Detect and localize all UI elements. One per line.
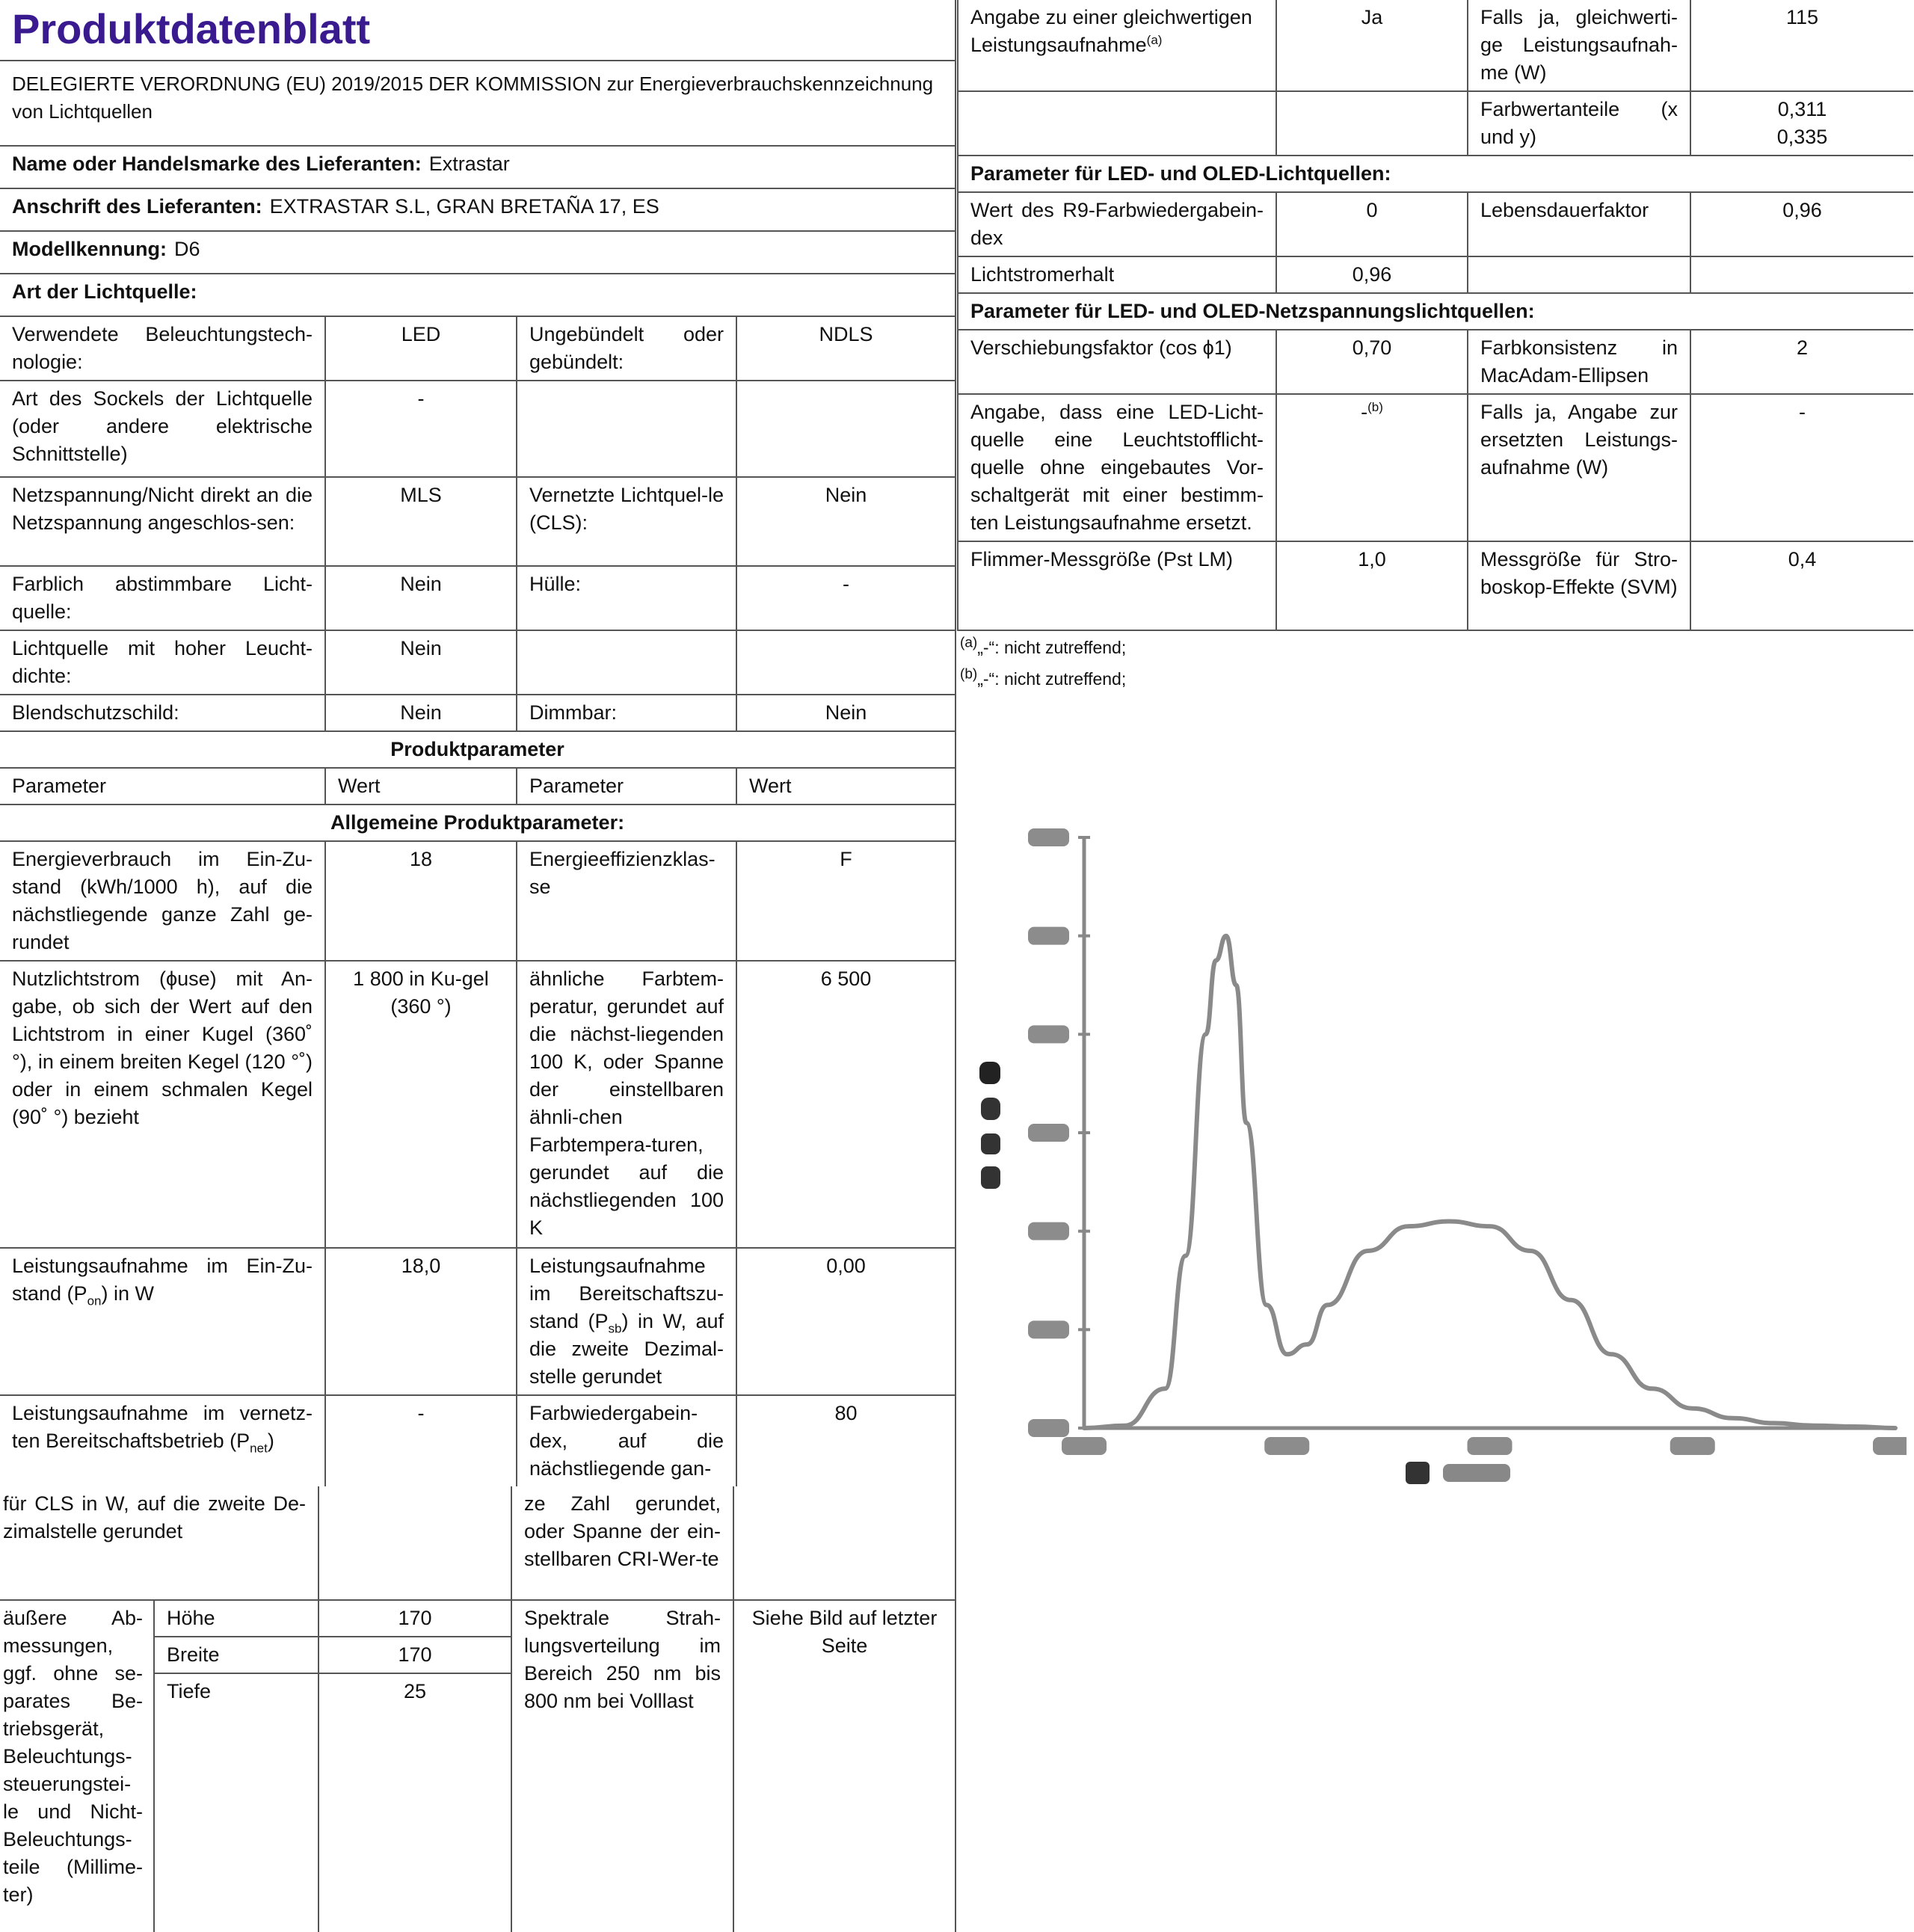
table-row — [0, 381, 956, 477]
width-value: 170 — [319, 1637, 511, 1673]
type-value-2: Nein — [736, 695, 956, 731]
supplier-address-value: EXTRASTAR S.L, GRAN BRETAÑA 17, ES — [269, 195, 659, 218]
table-row — [0, 1600, 956, 1637]
type-param-1: Verwendete Beleuchtungstech-nologie: — [0, 316, 325, 381]
mains-parameters-heading: Parameter für LED- und OLED-Netzspannungslichtquellen: — [958, 293, 1913, 330]
spectrum-label: Spektrale Strah-lungsverteilung im Bereich 250 nm bis 800 nm bei Volllast — [511, 1600, 733, 1932]
power-networked-value: - — [325, 1395, 517, 1486]
type-param-1: Blendschutzschild: — [0, 695, 325, 731]
supplier-name-row — [0, 146, 956, 188]
footnotes — [957, 631, 1913, 695]
legend-blob — [981, 1098, 1000, 1120]
type-value-2 — [736, 630, 956, 695]
model-label: Modellkennung: — [12, 238, 167, 260]
luminous-flux-label: Nutzlichtstrom (ϕuse) mit An-gabe, ob sich der Wert auf den Lichtstrom in einer Kugel (360˚ °), in einem breiten Kegel (120 °˚) oder in einem schmalen Kegel (90˚ °) bezieht — [0, 961, 325, 1248]
type-value-2: NDLS — [736, 316, 956, 381]
type-param-1: Art des Sockels der Lichtquelle (oder andere elektrische Schnittstelle) — [0, 381, 325, 477]
chromaticity-x: 0,311 — [1777, 98, 1827, 120]
table-row — [0, 1248, 956, 1395]
table-row — [0, 841, 956, 961]
column-header-parameter: Parameter — [517, 768, 736, 805]
y-tick-label — [1028, 927, 1069, 945]
type-value-2: Nein — [736, 477, 956, 566]
stroboscopic-metric-label: Messgröße für Stro-boskop-Effekte (SVM) — [1468, 541, 1690, 630]
power-on-label: Leistungsaufnahme im Ein-Zu-stand $(P_{on})$ in W — [0, 1248, 325, 1395]
table-row — [958, 394, 1913, 541]
fluorescent-replacement-value: -$^{(b)}$ — [1276, 394, 1468, 541]
survival-factor-label: Lebensdauerfaktor — [1468, 192, 1690, 256]
height-value: 170 — [319, 1600, 511, 1637]
table-row — [0, 1486, 956, 1600]
product-parameters-heading: Produktparameter — [0, 731, 956, 768]
equivalent-power-label: Angabe zu einer gleichwertigen Leistungsaufnahme$^{(a)}$ — [958, 0, 1276, 91]
power-standby-value: 0,00 — [736, 1248, 956, 1395]
light-source-type-heading: Art der Lichtquelle: — [0, 274, 956, 316]
height-label: Höhe — [154, 1600, 319, 1637]
table-row — [0, 695, 956, 731]
type-value-1: MLS — [325, 477, 517, 566]
type-param-2 — [517, 381, 736, 477]
table-row — [958, 541, 1913, 630]
power-networked-label-continued: für CLS in W, auf die zweite De-zimalstelle gerundet — [0, 1486, 319, 1600]
type-param-2: Ungebündelt oder gebündelt: — [517, 316, 736, 381]
y-tick-label — [1028, 1419, 1069, 1437]
type-value-1: Nein — [325, 566, 517, 630]
stroboscopic-metric-value: 0,4 — [1690, 541, 1913, 630]
supplier-name-value: Extrastar — [428, 153, 510, 175]
survival-factor-value: 0,96 — [1690, 192, 1913, 256]
chart-axes — [1084, 837, 1895, 1428]
column-header-parameter: Parameter — [0, 768, 325, 805]
y-tick-label — [1028, 1124, 1069, 1142]
y-tick-label — [1028, 1222, 1069, 1240]
datasheet-continuation-table — [0, 1486, 956, 1932]
right-column — [957, 0, 1913, 695]
power-standby-label: Leistungsaufnahme im Bereitschaftszu-stand $(P_{sb})$ in W, auf die zweite Dezimal-stelle gerundet — [517, 1248, 736, 1395]
led-parameters-heading: Parameter für LED- und OLED-Lichtquellen: — [958, 156, 1913, 192]
legend-blob — [981, 1133, 1000, 1154]
cri-label: Farbwiedergabein-dex, auf die nächstliegende gan- — [517, 1395, 736, 1486]
type-param-2 — [517, 630, 736, 695]
color-temperature-label: ähnliche Farbtem-peratur, gerundet auf die nächst-liegenden 100 K, oder Spanne der einstellbaren ähnli-chen Farbtempera-turen, gerundet auf die nächstliegenden 100 K — [517, 961, 736, 1248]
table-row — [0, 1395, 956, 1486]
color-consistency-label: Farbkonsistenz in MacAdam-Ellipsen — [1468, 330, 1690, 394]
footnote-b: $^{(b)}$„-“: nicht zutreffend; — [960, 666, 1127, 689]
energy-class-label: Energieeffizienzklas-se — [517, 841, 736, 961]
table-row — [958, 256, 1913, 293]
spectrum-value: Siehe Bild auf letzter Seite — [733, 1600, 956, 1932]
x-tick-label — [1670, 1437, 1715, 1455]
table-header-row — [0, 768, 956, 805]
type-value-1: Nein — [325, 630, 517, 695]
y-tick-label — [1028, 828, 1069, 846]
r9-value: 0 — [1276, 192, 1468, 256]
fluorescent-replacement-label: Angabe, dass eine LED-Licht-quelle eine Leuchtstofflicht-quelle ohne eingebautes Vor-schaltgerät mit einer bestimm-ten Leistungsaufnahme ersetzt. — [958, 394, 1276, 541]
table-row — [0, 566, 956, 630]
type-param-2: Dimmbar: — [517, 695, 736, 731]
equivalent-power-indicator: Ja — [1276, 0, 1468, 91]
regulation-text: DELEGIERTE VERORDNUNG (EU) 2019/2015 DER KOMMISSION zur Energieverbrauchskennzeichnung von Lichtquellen — [0, 61, 956, 146]
page-title: Produktdatenblatt — [0, 0, 956, 61]
depth-label: Tiefe — [154, 1673, 319, 1709]
table-row — [958, 0, 1913, 91]
footnote-a: $^{(a)}$„-“: nicht zutreffend; — [960, 635, 1127, 657]
color-temperature-value: 6 500 — [736, 961, 956, 1248]
color-consistency-value: 2 — [1690, 330, 1913, 394]
type-param-1: Farblich abstimmbare Licht-quelle: — [0, 566, 325, 630]
width-label: Breite — [154, 1637, 319, 1673]
spectral-distribution-chart — [964, 822, 1907, 1495]
datasheet-main-table — [0, 0, 956, 1486]
lumen-maintenance-label: Lichtstromerhalt — [958, 256, 1276, 293]
type-value-1: LED — [325, 316, 517, 381]
axis-label-blob — [1406, 1462, 1430, 1484]
energy-class-value: F — [736, 841, 956, 961]
chromaticity-y: 0,335 — [1776, 126, 1828, 148]
supplier-address-label: Anschrift des Lieferanten: — [12, 195, 262, 218]
type-value-2 — [736, 381, 956, 477]
depth-value: 25 — [319, 1673, 511, 1709]
displacement-factor-label: Verschiebungsfaktor (cos ϕ1) — [958, 330, 1276, 394]
replaced-power-value: - — [1690, 394, 1913, 541]
y-tick-label — [1028, 1025, 1069, 1043]
table-row — [0, 477, 956, 566]
equivalent-power-w-value: 115 — [1690, 0, 1913, 91]
flicker-metric-label: Flimmer-Messgröße (Pst LM) — [958, 541, 1276, 630]
type-value-2: - — [736, 566, 956, 630]
type-value-1: Nein — [325, 695, 517, 731]
chart-ticks — [1028, 828, 1907, 1455]
type-param-2: Vernetzte Lichtquel-le (CLS): — [517, 477, 736, 566]
type-value-1: - — [325, 381, 517, 477]
legend-blob — [981, 1166, 1000, 1189]
x-tick-label — [1873, 1437, 1907, 1455]
energy-consumption-label: Energieverbrauch im Ein-Zu-stand (kWh/1000 h), auf die nächstliegende ganze Zahl ge-rundet — [0, 841, 325, 961]
type-param-2: Hülle: — [517, 566, 736, 630]
y-tick-label — [1028, 1320, 1069, 1338]
energy-consumption-value: 18 — [325, 841, 517, 961]
cri-value: 80 — [736, 1395, 956, 1486]
power-on-value: 18,0 — [325, 1248, 517, 1395]
table-row — [958, 192, 1913, 256]
model-row — [0, 231, 956, 274]
column-header-value: Wert — [736, 768, 956, 805]
led-parameters-table — [957, 0, 1913, 631]
column-header-value: Wert — [325, 768, 517, 805]
model-value: D6 — [173, 238, 200, 260]
x-tick-label — [1264, 1437, 1309, 1455]
displacement-factor-value: 0,70 — [1276, 330, 1468, 394]
supplier-address-row — [0, 188, 956, 231]
axis-label-blob — [1443, 1464, 1510, 1482]
table-row — [958, 330, 1913, 394]
cri-label-continued: ze Zahl gerundet, oder Spanne der ein-stellbaren CRI-Wer-te — [511, 1486, 733, 1600]
r9-label: Wert des R9-Farbwiedergabein-dex — [958, 192, 1276, 256]
x-tick-label — [1062, 1437, 1107, 1455]
dimensions-label: äußere Ab-messungen, ggf. ohne se-parates Be-triebsgerät, Beleuchtungs-steuerungstei-le und Nicht-Beleuchtungs-teile (Millime-ter) — [0, 1600, 154, 1932]
table-row — [0, 316, 956, 381]
type-param-1: Netzspannung/Nicht direkt an die Netzspannung angeschlos-sen: — [0, 477, 325, 566]
table-row — [958, 91, 1913, 156]
luminous-flux-value: 1 800 in Ku-gel (360 °) — [325, 961, 517, 1248]
type-param-1: Lichtquelle mit hoher Leucht-dichte: — [0, 630, 325, 695]
x-tick-label — [1468, 1437, 1513, 1455]
flicker-metric-value: 1,0 — [1276, 541, 1468, 630]
chromaticity-value — [1690, 91, 1913, 156]
left-column — [0, 0, 956, 1932]
table-row — [0, 961, 956, 1248]
chromaticity-label: Farbwertanteile (x und y) — [1468, 91, 1690, 156]
power-networked-label: Leistungsaufnahme im vernetz-ten Bereitschaftsbetrieb $(P_{net})$ — [0, 1395, 325, 1486]
replaced-power-label: Falls ja, Angabe zur ersetzten Leistungs-aufnahme (W) — [1468, 394, 1690, 541]
spectrum-line — [1084, 936, 1895, 1428]
legend-blob — [979, 1062, 1000, 1084]
general-parameters-heading: Allgemeine Produktparameter: — [0, 805, 956, 841]
equivalent-power-w-label: Falls ja, gleichwerti-ge Leistungsaufnah-me (W) — [1468, 0, 1690, 91]
supplier-name-label: Name oder Handelsmarke des Lieferanten: — [12, 153, 422, 175]
table-row — [0, 630, 956, 695]
lumen-maintenance-value: 0,96 — [1276, 256, 1468, 293]
